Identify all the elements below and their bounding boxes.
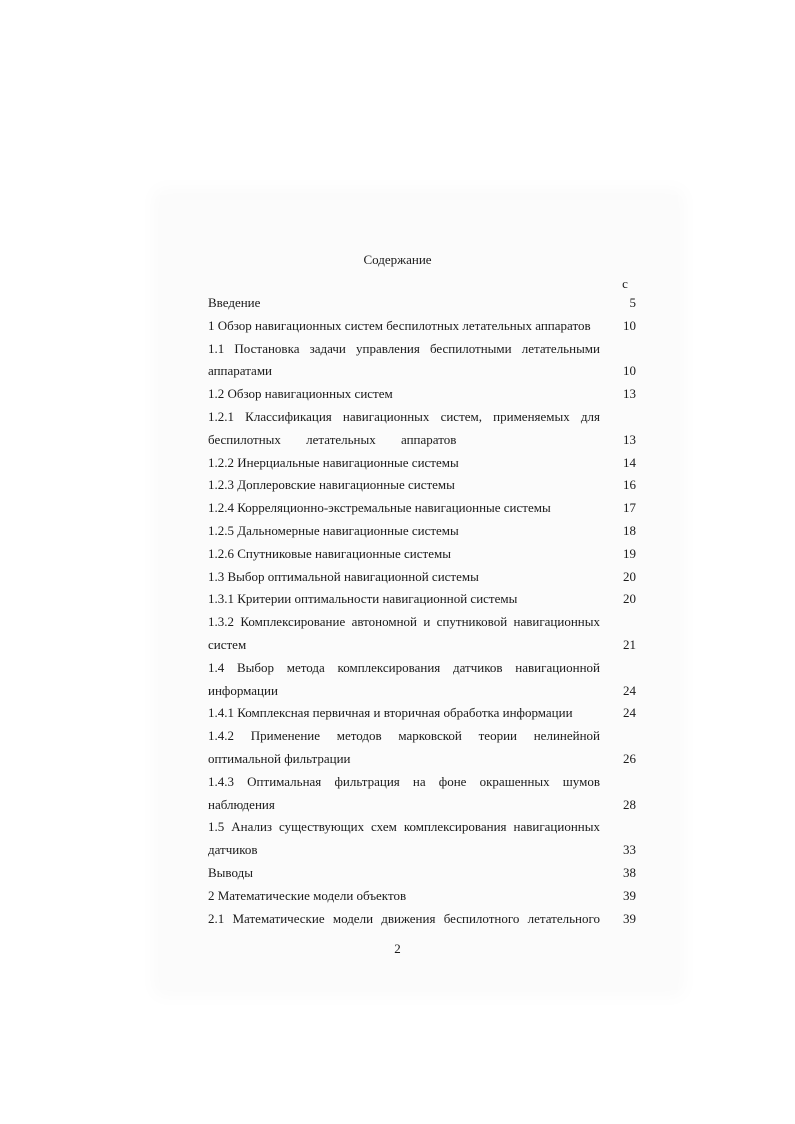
toc-entry-text: 1.4.1 Комплексная первичная и вторичная обработка информации (208, 705, 573, 721)
toc-entry-text: 1.2.3 Доплеровские навигационные системы (208, 477, 455, 493)
toc-entry (208, 452, 636, 475)
toc-entry (208, 657, 636, 703)
toc-entry (208, 543, 636, 566)
toc-entry-text-continued: датчиков (208, 842, 258, 858)
toc-entry-text-continued: аппаратами (208, 363, 273, 379)
toc-entry-text: 1.3.2 Комплексирование автономной и спутниковой навигационных (208, 614, 600, 630)
toc-entry-text-continued: беспилотных летательных аппаратов (208, 431, 457, 447)
toc-entry (208, 611, 636, 657)
toc-entry-page: 10 (623, 363, 636, 379)
toc-entry-text: 1.4.2 Применение методов марковской теории нелинейной (208, 728, 600, 744)
toc-entry-page: 10 (623, 317, 636, 333)
toc-entry-text-continued: наблюдения (208, 796, 275, 812)
toc-entry-text: 1.2.4 Корреляционно-экстремальные навигационные системы (208, 500, 551, 516)
toc-entry (208, 908, 636, 931)
page-number: 2 (394, 941, 401, 956)
toc-entry-page: 19 (623, 545, 636, 561)
toc-entry (208, 292, 636, 315)
toc-entry-page: 14 (623, 454, 636, 470)
toc-entry-text-continued: информации (208, 682, 278, 698)
toc-entry-text: 1.4.3 Оптимальная фильтрация на фоне окрашенных шумов (208, 773, 600, 789)
toc-entry-page: 17 (623, 500, 636, 516)
toc-entry (208, 566, 636, 589)
table-of-contents (208, 292, 636, 930)
toc-entry-page: 24 (623, 682, 636, 698)
toc-entry (208, 885, 636, 908)
toc-entry (208, 862, 636, 885)
toc-entry-text: 2.1 Математические модели движения беспилотного летательного (208, 910, 600, 926)
toc-entry (208, 497, 636, 520)
toc-entry-page: 28 (623, 796, 636, 812)
toc-entry-text: 2 Математические модели объектов (208, 887, 407, 903)
toc-entry-page: 21 (623, 636, 636, 652)
toc-entry-text: 1.2.2 Инерциальные навигационные системы (208, 454, 459, 470)
toc-entry-text-continued: систем (208, 636, 247, 652)
toc-entry (208, 588, 636, 611)
toc-entry-text: 1.2 Обзор навигационных систем (208, 386, 393, 402)
toc-entry-page: 13 (623, 431, 636, 447)
toc-entry-page: 26 (623, 750, 636, 766)
toc-entry-text: Введение (208, 295, 261, 310)
toc-entry-page: 24 (623, 705, 636, 721)
toc-entry-text: 1 Обзор навигационных систем беспилотных летательных аппаратов (208, 317, 591, 333)
toc-entry-page: 13 (623, 386, 636, 402)
toc-entry-page: 20 (623, 591, 636, 607)
toc-entry (208, 383, 636, 406)
toc-entry-text-continued: оптимальной фильтрации (208, 750, 351, 766)
toc-entry-text: 1.3.1 Критерии оптимальности навигационной системы (208, 591, 518, 607)
toc-entry (208, 520, 636, 543)
toc-entry-page: 5 (629, 295, 636, 310)
toc-entry-text: 1.2.5 Дальномерные навигационные системы (208, 522, 459, 538)
toc-entry-page: 39 (623, 887, 636, 903)
toc-entry (208, 338, 636, 384)
toc-entry-page: 39 (623, 910, 636, 926)
toc-entry (208, 315, 636, 338)
toc-entry-text: 1.4 Выбор метода комплексирования датчиков навигационной (208, 659, 600, 675)
toc-entry (208, 702, 636, 725)
page-column-label: с (622, 276, 628, 291)
toc-entry (208, 406, 636, 452)
page-title: Содержание (363, 252, 432, 267)
toc-entry-page: 20 (623, 568, 636, 584)
toc-entry-text: 1.2.1 Классификация навигационных систем, применяемых для (208, 408, 600, 424)
toc-entry (208, 816, 636, 862)
toc-entry (208, 771, 636, 817)
toc-entry-page: 33 (623, 842, 636, 858)
toc-entry-text: 1.1 Постановка задачи управления беспилотными летательными (208, 340, 600, 356)
toc-entry-text: 1.3 Выбор оптимальной навигационной системы (208, 568, 479, 584)
toc-entry (208, 474, 636, 497)
toc-entry (208, 725, 636, 771)
toc-entry-page: 16 (623, 477, 636, 493)
toc-entry-text: 1.5 Анализ существующих схем комплексирования навигационных (208, 819, 600, 835)
toc-entry-text: Выводы (208, 864, 253, 880)
toc-entry-text: 1.2.6 Спутниковые навигационные системы (208, 545, 451, 561)
toc-entry-page: 38 (623, 864, 636, 880)
toc-entry-page: 18 (623, 522, 636, 538)
